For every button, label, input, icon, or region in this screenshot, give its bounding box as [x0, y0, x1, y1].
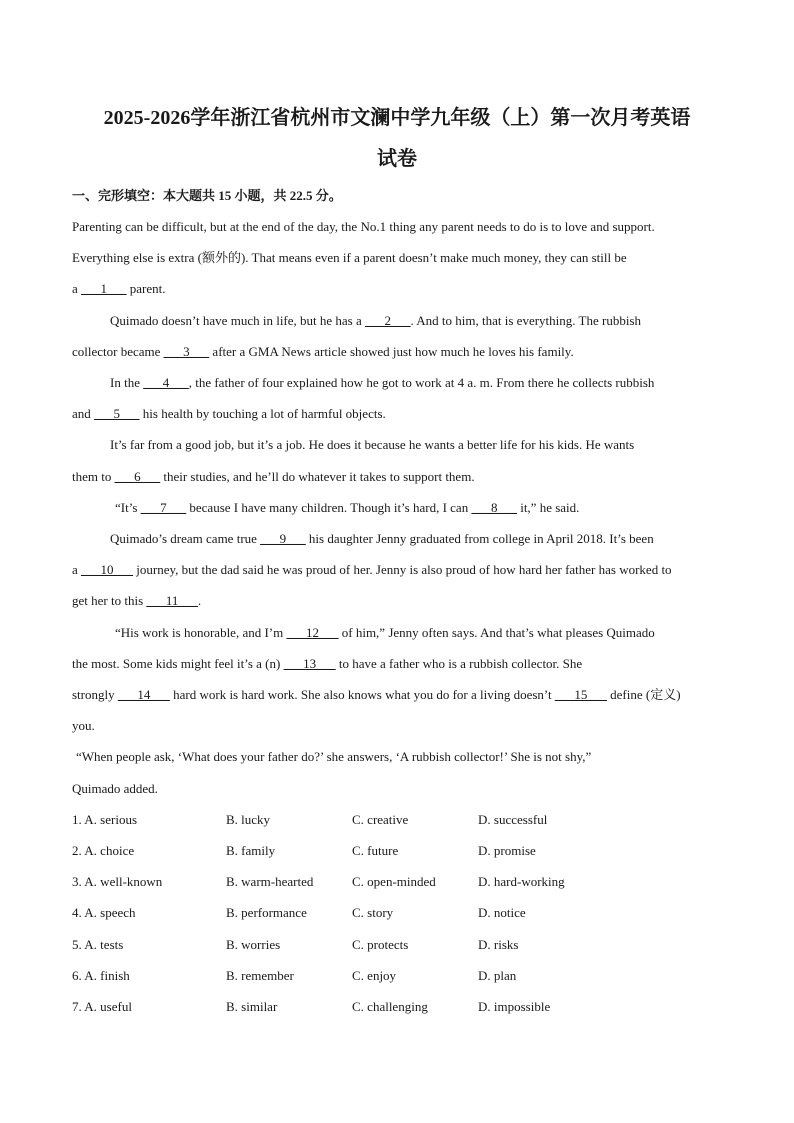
option-d[interactable]: D. successful: [478, 812, 548, 827]
passage-line: “When people ask, ‘What does your father do?’ she answers, ‘A rubbish collector!’ She is not shy,”: [76, 749, 592, 764]
passage-line: [72, 656, 582, 672]
blank-4: ___4___: [143, 375, 189, 390]
passage-text: their studies, and he’ll do whatever it takes to support them.: [160, 469, 475, 484]
question-number-option-a[interactable]: 2. A. choice: [72, 843, 135, 858]
blank-9: ___9___: [260, 531, 306, 546]
option-b[interactable]: B. family: [226, 843, 276, 858]
passage-line: [110, 375, 654, 391]
option-d[interactable]: D. promise: [478, 843, 536, 858]
blank-11: ___11___: [146, 593, 198, 608]
passage-text: Quimado’s dream came true: [110, 531, 261, 546]
option-c[interactable]: C. future: [352, 843, 399, 858]
option-b[interactable]: B. worries: [226, 937, 281, 952]
passage-text: . And to him, that is everything. The rubbish: [410, 313, 642, 328]
passage-line: [72, 469, 475, 485]
passage-text: journey, but the dad said he was proud of her. Jenny is also proud of how hard her father has worked to: [133, 562, 672, 577]
blank-6: ___6___: [114, 469, 161, 484]
question-number-option-a[interactable]: 6. A. finish: [72, 968, 130, 983]
question-number-option-a[interactable]: 5. A. tests: [72, 937, 124, 952]
passage-text: .: [197, 593, 202, 608]
option-c[interactable]: C. story: [352, 905, 394, 920]
passage-text: his daughter Jenny graduated from college in April 2018. It’s been: [305, 531, 654, 546]
question-number-option-a[interactable]: 7. A. useful: [72, 999, 132, 1014]
passage-text: In the: [110, 375, 144, 390]
question-number-option-a[interactable]: 4. A. speech: [72, 905, 136, 920]
option-d[interactable]: D. notice: [478, 905, 526, 920]
option-b[interactable]: B. similar: [226, 999, 278, 1014]
passage-text: the most. Some kids might feel it’s a (n): [72, 656, 284, 671]
passage-text: a: [72, 281, 82, 296]
question-number-option-a[interactable]: 3. A. well-known: [72, 874, 163, 889]
passage-text: it,” he said.: [516, 500, 580, 515]
passage-line: [110, 313, 641, 329]
passage-text: strongly: [72, 687, 118, 702]
blank-7: ___7___: [140, 500, 187, 515]
passage-line: [72, 593, 201, 609]
passage-text: them to: [72, 469, 115, 484]
passage-text: “His work is honorable, and I’m: [115, 625, 287, 640]
option-b[interactable]: B. remember: [226, 968, 294, 983]
passage-line: Everything else is extra (额外的). That means even if a parent doesn’t make much money, they can still be: [72, 250, 627, 265]
passage-line: Quimado added.: [72, 781, 158, 796]
passage-line: [115, 500, 579, 516]
passage-text: “It’s: [115, 500, 141, 515]
option-c[interactable]: C. protects: [352, 937, 409, 952]
passage-line: you.: [72, 718, 95, 733]
passage-text: his health by touching a lot of harmful objects.: [139, 406, 386, 421]
passage-text: of him,” Jenny often says. And that’s what pleases Quimado: [338, 625, 655, 640]
exam-title-line-1: 2025-2026学年浙江省杭州市文澜中学九年级（上）第一次月考英语: [103, 107, 691, 129]
blank-1: ___1___: [81, 281, 127, 296]
passage-text: after a GMA News article showed just how much he loves his family.: [209, 344, 574, 359]
option-d[interactable]: D. plan: [478, 968, 517, 983]
passage-text: define (定义): [606, 687, 681, 702]
passage-text: collector became: [72, 344, 164, 359]
exam-title-line-2: 试卷: [377, 148, 417, 170]
passage-line: [72, 406, 386, 422]
passage-line: Parenting can be difficult, but at the end of the day, the No.1 thing any parent needs to do is to love and support.: [72, 219, 655, 234]
option-b[interactable]: B. warm-hearted: [226, 874, 314, 889]
blank-8: ___8___: [471, 500, 517, 515]
passage-text: Quimado doesn’t have much in life, but he has a: [110, 313, 366, 328]
passage-text: a: [72, 562, 82, 577]
passage-text: get her to this: [72, 593, 147, 608]
blank-12: ___12___: [286, 625, 339, 640]
option-c[interactable]: C. creative: [352, 812, 409, 827]
passage-text: because I have many children. Though it’s hard, I can: [186, 500, 472, 515]
passage-text: and: [72, 406, 95, 421]
passage-line: [110, 531, 654, 547]
passage-line: [72, 344, 574, 360]
blank-14: ___14___: [117, 687, 170, 702]
section-heading: 一、完形填空：本大题共 15 小题，共 22.5 分。: [72, 188, 342, 203]
blank-2: ___2___: [365, 313, 411, 328]
passage-line: [115, 625, 655, 641]
option-d[interactable]: D. impossible: [478, 999, 551, 1014]
blank-3: ___3___: [163, 344, 210, 359]
blank-15: ___15___: [554, 687, 607, 702]
question-number-option-a[interactable]: 1. A. serious: [72, 812, 138, 827]
passage-text: parent.: [126, 281, 166, 296]
passage-text: , the father of four explained how he got to work at 4 a. m. From there he collects rubbish: [188, 375, 655, 390]
option-c[interactable]: C. open-minded: [352, 874, 436, 889]
option-c[interactable]: C. enjoy: [352, 968, 397, 983]
passage-line: [72, 562, 672, 578]
option-d[interactable]: D. hard-working: [478, 874, 565, 889]
blank-13: ___13___: [283, 656, 336, 671]
passage-line: It’s far from a good job, but it’s a job. He does it because he wants a better life for his kids. He wants: [110, 437, 635, 452]
passage-text: to have a father who is a rubbish collector. She: [335, 656, 583, 671]
option-b[interactable]: B. performance: [226, 905, 307, 920]
passage-line: [72, 281, 166, 297]
blank-10: ___10___: [81, 562, 134, 577]
option-c[interactable]: C. challenging: [352, 999, 428, 1014]
option-b[interactable]: B. lucky: [226, 812, 271, 827]
passage-text: hard work is hard work. She also knows what you do for a living doesn’t: [169, 687, 555, 702]
blank-5: ___5___: [94, 406, 140, 421]
passage-line: [72, 687, 681, 703]
option-d[interactable]: D. risks: [478, 937, 519, 952]
